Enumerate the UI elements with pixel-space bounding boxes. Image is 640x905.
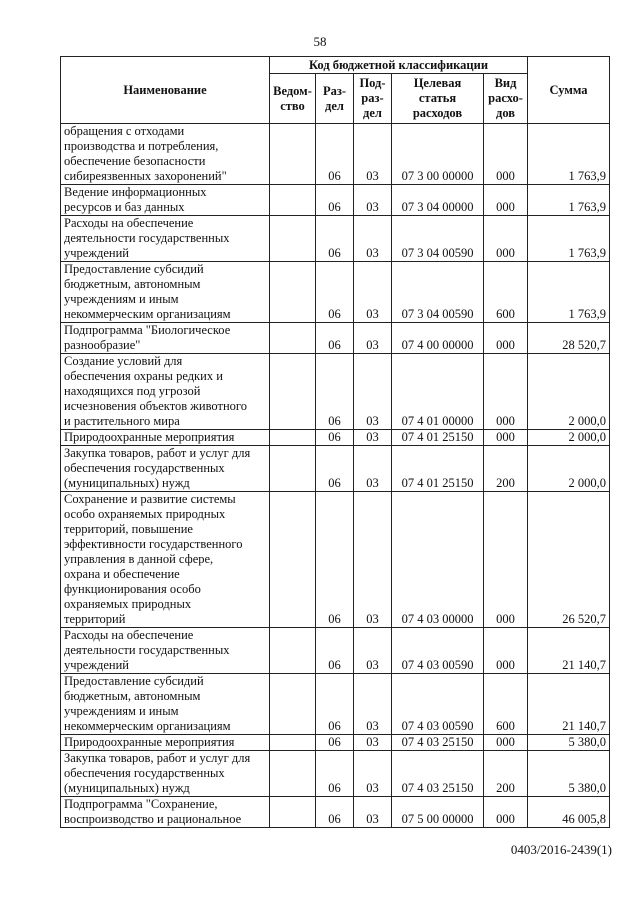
row-dept: [270, 751, 316, 797]
row-dept: [270, 216, 316, 262]
row-section: 06: [316, 674, 354, 735]
row-dept: [270, 124, 316, 185]
row-name: Предоставление субсидий бюджетным, автономным учреждениям и иным некоммерческим организациям: [61, 674, 270, 735]
header-dept: Ведом- ство: [270, 74, 316, 124]
row-section: 06: [316, 262, 354, 323]
row-type: 000: [484, 735, 528, 751]
row-subsection: 03: [354, 354, 392, 430]
table-row: [61, 446, 610, 492]
row-sum: 21 140,7: [528, 674, 610, 735]
row-name: Предоставление субсидий бюджетным, автономным учреждениям и иным некоммерческим организациям: [61, 262, 270, 323]
row-name: Закупка товаров, работ и услуг для обеспечения государственных (муниципальных) нужд: [61, 446, 270, 492]
row-dept: [270, 446, 316, 492]
header-name: Наименование: [61, 57, 270, 124]
row-subsection: 03: [354, 628, 392, 674]
row-sum: 1 763,9: [528, 124, 610, 185]
header-classification-group: Код бюджетной классификации: [270, 57, 528, 74]
row-sum: 28 520,7: [528, 323, 610, 354]
row-dept: [270, 674, 316, 735]
row-name: Сохранение и развитие системы особо охраняемых природных территорий, повышение эффективности государственного управления в данной сфере, охрана и обеспечение функционирования особо охраняемых природных территорий: [61, 492, 270, 628]
row-sum: 1 763,9: [528, 262, 610, 323]
row-subsection: 03: [354, 751, 392, 797]
row-target: 07 3 04 00000: [392, 185, 484, 216]
row-name: Подпрограмма "Биологическое разнообразие": [61, 323, 270, 354]
row-dept: [270, 262, 316, 323]
table-row: [61, 797, 610, 828]
row-type: 000: [484, 628, 528, 674]
row-sum: 5 380,0: [528, 751, 610, 797]
table-row: [61, 674, 610, 735]
table-row: [61, 628, 610, 674]
row-target: 07 4 03 25150: [392, 751, 484, 797]
row-target: 07 4 03 00000: [392, 492, 484, 628]
row-sum: 2 000,0: [528, 446, 610, 492]
row-sum: 5 380,0: [528, 735, 610, 751]
row-target: 07 3 04 00590: [392, 216, 484, 262]
row-type: 600: [484, 262, 528, 323]
row-subsection: 03: [354, 124, 392, 185]
page-number: 58: [313, 34, 327, 49]
row-dept: [270, 354, 316, 430]
row-sum: 1 763,9: [528, 216, 610, 262]
row-name: Подпрограмма "Сохранение, воспроизводство и рациональное: [61, 797, 270, 828]
header-section: Раз- дел: [316, 74, 354, 124]
row-subsection: 03: [354, 216, 392, 262]
row-section: 06: [316, 751, 354, 797]
row-type: 000: [484, 797, 528, 828]
table-row: [61, 492, 610, 628]
row-subsection: 03: [354, 797, 392, 828]
row-target: 07 4 01 00000: [392, 354, 484, 430]
row-dept: [270, 628, 316, 674]
row-section: 06: [316, 628, 354, 674]
row-subsection: 03: [354, 262, 392, 323]
row-section: 06: [316, 216, 354, 262]
row-type: 200: [484, 751, 528, 797]
row-section: 06: [316, 430, 354, 446]
row-type: 000: [484, 354, 528, 430]
row-target: 07 4 03 00590: [392, 674, 484, 735]
table-row: [61, 185, 610, 216]
row-type: 200: [484, 446, 528, 492]
row-type: 600: [484, 674, 528, 735]
table-row: [61, 262, 610, 323]
header-type: Вид расхо- дов: [484, 74, 528, 124]
row-name: Создание условий для обеспечения охраны редких и находящихся под угрозой исчезновения объектов животного и растительного мира: [61, 354, 270, 430]
budget-table: [60, 56, 610, 828]
row-name: Закупка товаров, работ и услуг для обеспечения государственных (муниципальных) нужд: [61, 751, 270, 797]
row-target: 07 4 00 00000: [392, 323, 484, 354]
row-sum: 21 140,7: [528, 628, 610, 674]
table-row: [61, 124, 610, 185]
row-target: 07 4 03 00590: [392, 628, 484, 674]
header-subsection: Под- раз- дел: [354, 74, 392, 124]
row-sum: 26 520,7: [528, 492, 610, 628]
row-subsection: 03: [354, 185, 392, 216]
row-name: Расходы на обеспечение деятельности государственных учреждений: [61, 216, 270, 262]
row-target: 07 4 01 25150: [392, 446, 484, 492]
table-row: [61, 216, 610, 262]
row-dept: [270, 797, 316, 828]
row-name: Ведение информационных ресурсов и баз данных: [61, 185, 270, 216]
row-target: 07 4 01 25150: [392, 430, 484, 446]
row-section: 06: [316, 323, 354, 354]
row-target: 07 5 00 00000: [392, 797, 484, 828]
table-row: [61, 354, 610, 430]
row-sum: 1 763,9: [528, 185, 610, 216]
table-row: [61, 430, 610, 446]
row-type: 000: [484, 216, 528, 262]
row-section: 06: [316, 492, 354, 628]
row-section: 06: [316, 185, 354, 216]
row-section: 06: [316, 735, 354, 751]
row-target: 07 4 03 25150: [392, 735, 484, 751]
row-name: Природоохранные мероприятия: [61, 735, 270, 751]
row-subsection: 03: [354, 492, 392, 628]
row-sum: 2 000,0: [528, 354, 610, 430]
document-code: 0403/2016-2439(1): [510, 842, 612, 857]
row-type: 000: [484, 430, 528, 446]
row-target: 07 3 00 00000: [392, 124, 484, 185]
row-sum: 2 000,0: [528, 430, 610, 446]
table-row: [61, 735, 610, 751]
header-target: Целевая статья расходов: [392, 74, 484, 124]
row-subsection: 03: [354, 735, 392, 751]
row-dept: [270, 735, 316, 751]
header-sum: Сумма: [528, 57, 610, 124]
row-subsection: 03: [354, 446, 392, 492]
row-name: обращения с отходами производства и потребления, обеспечение безопасности сибиреязвенных захоронений": [61, 124, 270, 185]
table-row: [61, 751, 610, 797]
row-subsection: 03: [354, 674, 392, 735]
row-section: 06: [316, 797, 354, 828]
table-row: [61, 323, 610, 354]
row-subsection: 03: [354, 430, 392, 446]
row-type: 000: [484, 492, 528, 628]
row-dept: [270, 430, 316, 446]
row-subsection: 03: [354, 323, 392, 354]
row-section: 06: [316, 354, 354, 430]
row-target: 07 3 04 00590: [392, 262, 484, 323]
row-section: 06: [316, 124, 354, 185]
row-section: 06: [316, 446, 354, 492]
row-type: 000: [484, 124, 528, 185]
row-sum: 46 005,8: [528, 797, 610, 828]
row-dept: [270, 323, 316, 354]
row-name: Природоохранные мероприятия: [61, 430, 270, 446]
row-dept: [270, 492, 316, 628]
row-type: 000: [484, 323, 528, 354]
row-name: Расходы на обеспечение деятельности государственных учреждений: [61, 628, 270, 674]
row-dept: [270, 185, 316, 216]
row-type: 000: [484, 185, 528, 216]
